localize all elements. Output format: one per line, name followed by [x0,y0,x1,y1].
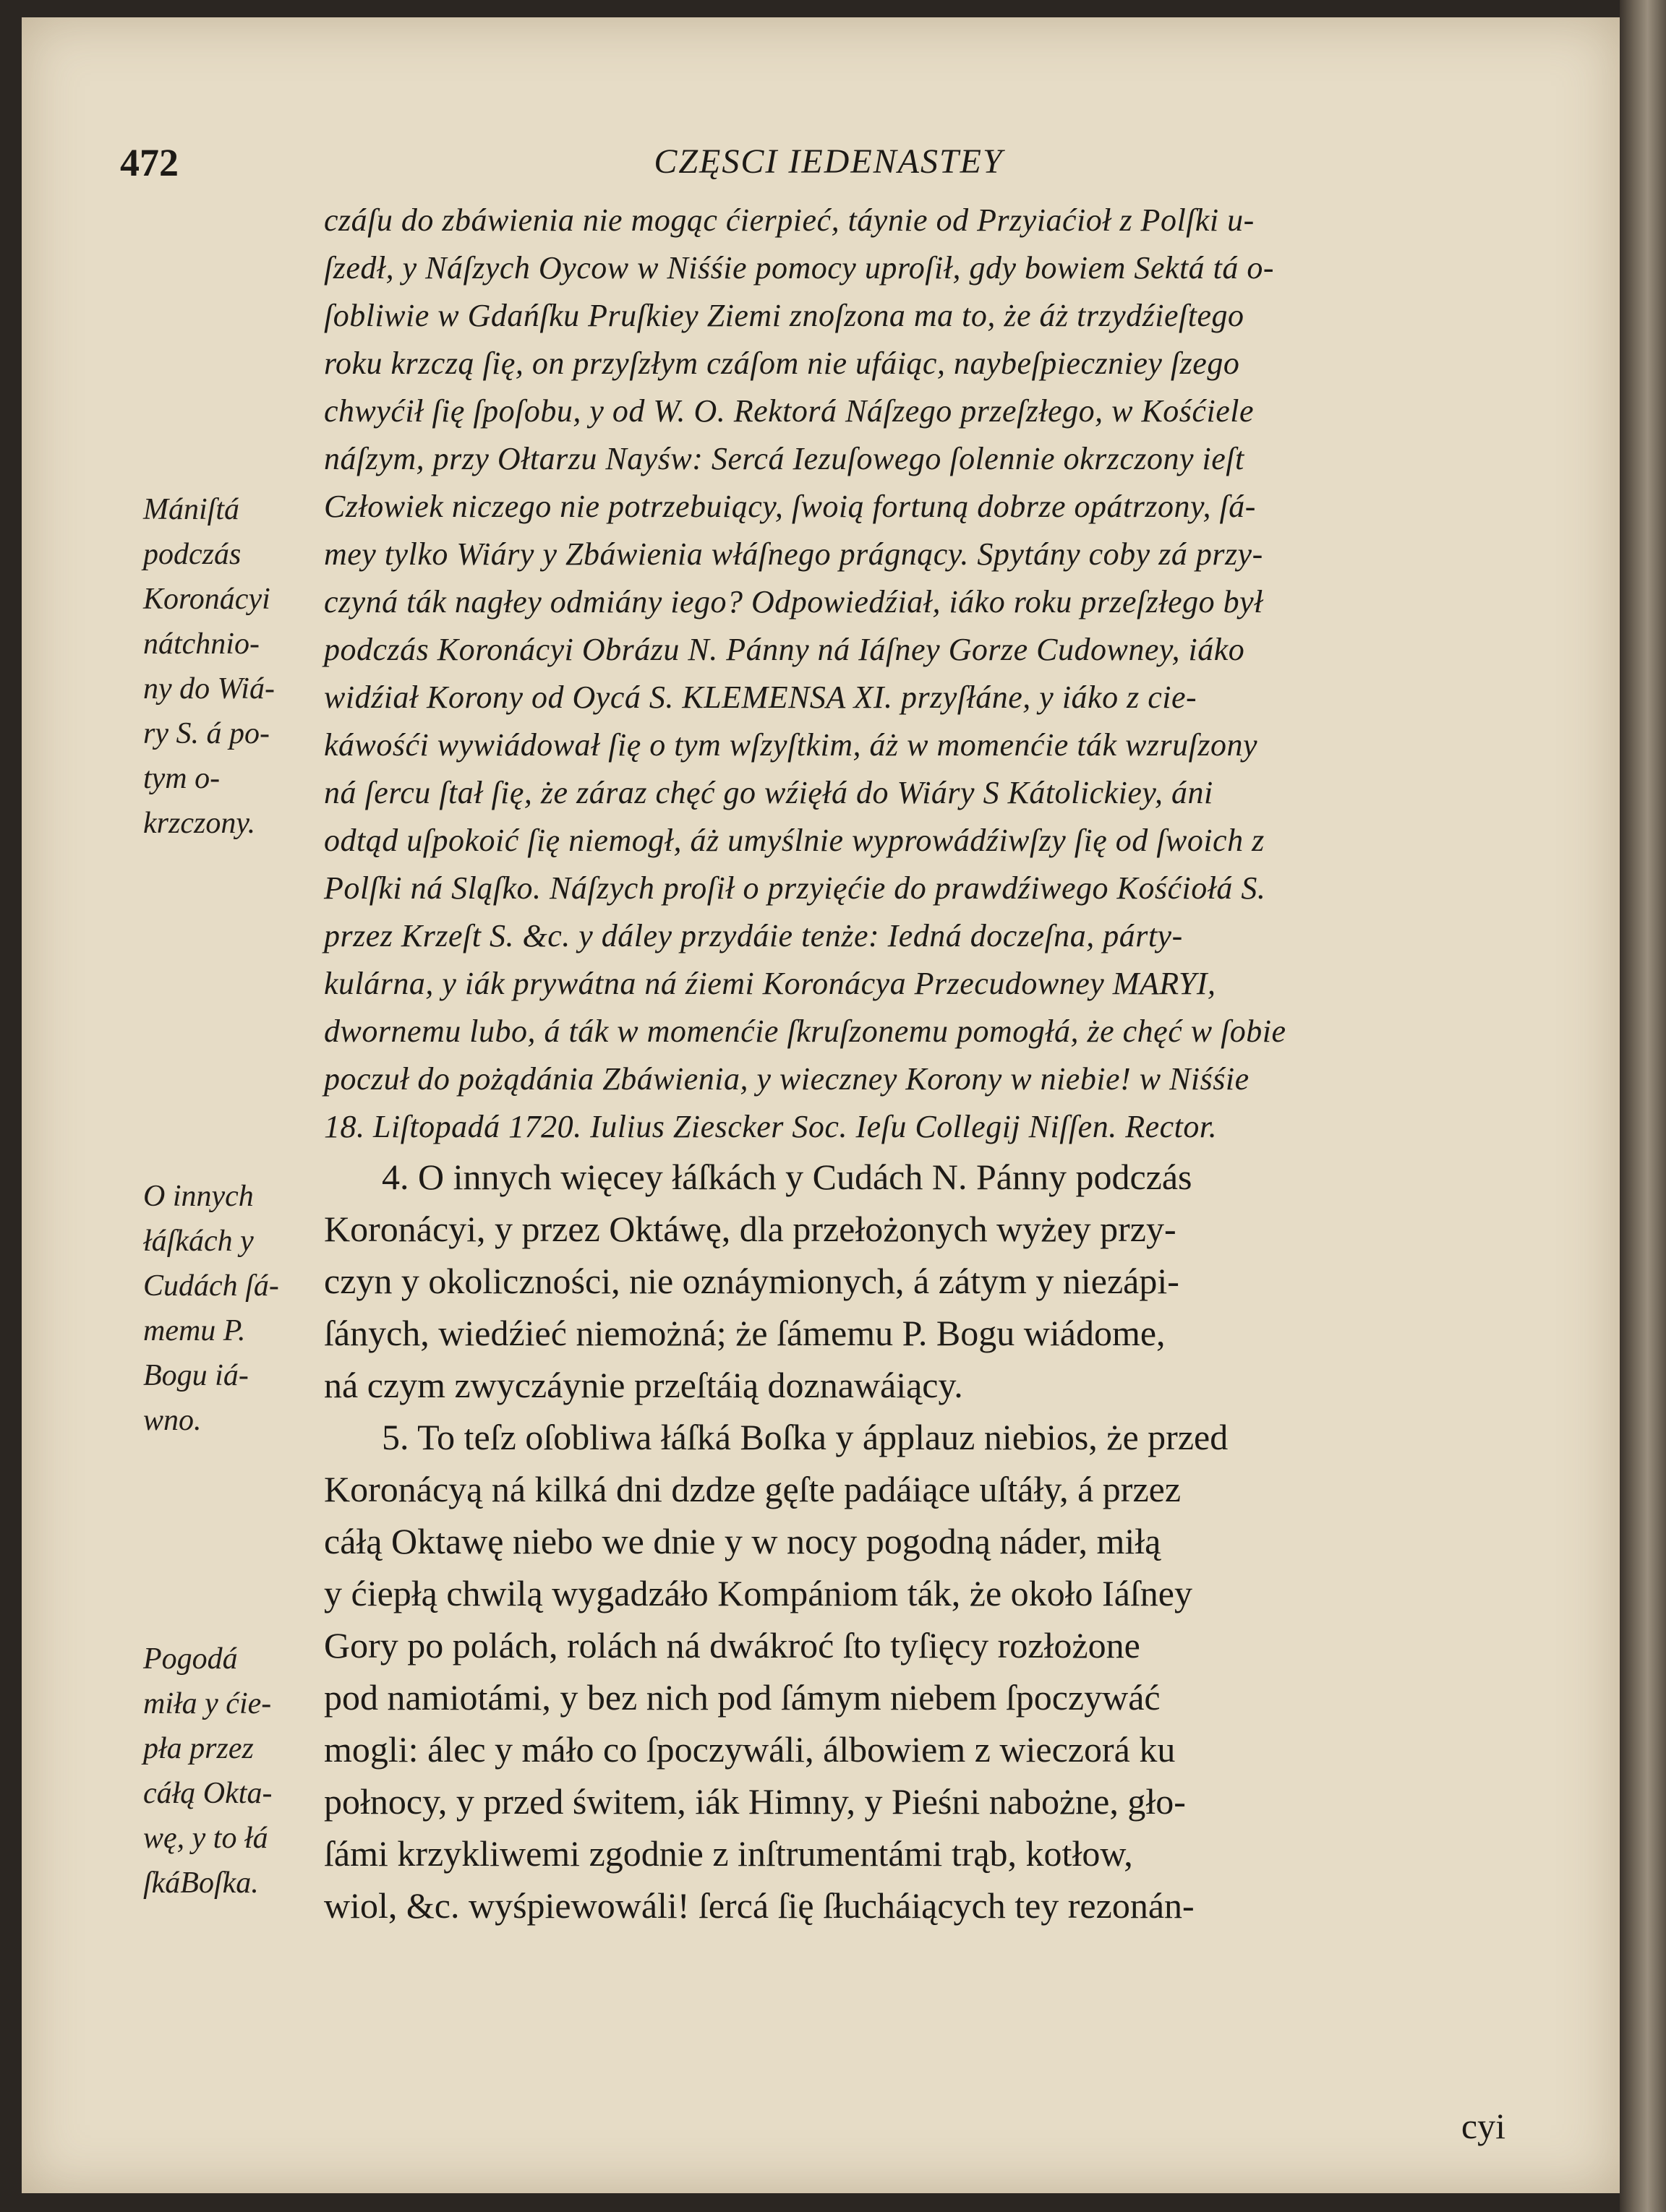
margin-note-baptism [143,487,331,846]
text-line: Koronácyi, y przez Oktáwę, dla przełożonych wyżey przy- [324,1209,1176,1249]
text-line: poczuł do pożądánia Zbáwienia, y wieczney Korony w niebie! w Niśśie [324,1061,1250,1097]
margin-note-line: ny do Wiá- [143,672,275,706]
text-line: náſzym, przy Ołtarzu Nayśw: Sercá Iezuſowego ſolennie okrzczony ieſt [324,441,1244,476]
text-line: wiol, &c. wyśpiewowáli! ſercá ſię ſłucháiących tey rezonán- [324,1885,1195,1926]
text-line: przez Krzeſt S. &c. y dáley przydáie tenże: Iedná doczeſna, párty- [324,918,1183,953]
text-line: cáłą Oktawę niebo we dnie y w nocy pogodną náder, miłą [324,1521,1161,1561]
text-line: czáſu do zbáwienia nie mogąc ćierpieć, táynie od Przyiaćioł z Polſki u- [324,202,1255,238]
text-line: mogli: álec y máło co ſpoczywáli, álbowiem z wieczorá ku [324,1729,1176,1770]
text-line: roku krzczą ſię, on przyſzłym czáſom nie ufáiąc, naybeſpieczniey ſzego [324,346,1240,381]
running-head: CZĘSCI IEDENASTEY [654,142,1004,181]
text-line: czyn y okoliczności, nie oznáymionych, á zátym y niezápi- [324,1261,1179,1301]
margin-note-line: wę, y to łá [143,1822,268,1855]
text-line: widźiał Korony od Oycá S. KLEMENSA XI. przyſłáne, y iáko z cie- [324,680,1197,715]
text-line: odtąd uſpokoić ſię niemogł, áż umyślnie wyprowádźiwſzy ſię od ſwoich z [324,823,1265,858]
margin-note-line: ry S. á po- [143,717,270,750]
text-line: podczás Koronácyi Obrázu N. Pánny ná Iáſney Gorze Cudowney, iáko [324,632,1245,667]
margin-note-line: Koronácyi [143,583,270,616]
margin-note-line: miła y ćie- [143,1687,272,1720]
text-line: kulárna, y iák prywátna ná źiemi Koronácya Przecudowney MARYI, [324,966,1216,1001]
margin-note-line: O innych [143,1180,254,1213]
text-line: ſánych, wiedźieć niemożná; że ſámemu P. Bogu wiádome, [324,1313,1166,1353]
page-number: 472 [120,141,179,184]
margin-note-line: Mániſtá [143,493,239,526]
text-line: połnocy, y przed świtem, iák Himny, y Pieśni nabożne, gło- [324,1781,1186,1822]
text-line: y ćiepłą chwilą wygadzáło Kompániom ták, że około Iáſney [324,1573,1192,1613]
margin-note-line: tym o- [143,762,221,795]
margin-note-line: Bogu iá- [143,1359,249,1392]
margin-note-weather [143,1637,331,1906]
text-line: ſzedł, y Náſzych Oycow w Niśśie pomocy uproſił, gdy bowiem Sektá tá o- [324,250,1275,286]
margin-note-line: wno. [143,1404,202,1437]
text-line: 4. O innych więcey łáſkách y Cudách N. Pánny podczás [382,1157,1192,1197]
text-line: Gory po polách, rolách ná dwákroć ſto tyſięcy rozłożone [324,1625,1140,1666]
margin-note-line: memu P. [143,1314,246,1347]
margin-note-line: podczás [143,538,242,571]
text-line: Polſki ná Sląſko. Náſzych proſił o przyięćie do prawdźiwego Kośćiołá S. [324,870,1266,906]
margin-note-line: krzczony. [143,807,256,840]
book-page [22,17,1620,2193]
margin-note-line: cáłą Okta- [143,1777,273,1810]
page-header [120,140,1537,191]
text-line: 18. Liſtopadá 1720. Iulius Ziescker Soc. Ieſu Collegij Niſſen. Rector. [324,1109,1218,1144]
text-line: ná ſercu ſtał ſię, że záraz chęć go wźięłá do Wiáry S Kátolickiey, áni [324,775,1213,810]
margin-note-graces [143,1174,331,1443]
text-line: chwyćił ſię ſpoſobu, y od W. O. Rektorá Náſzego przeſzłego, w Kośćiele [324,393,1254,429]
text-line: pod namiotámi, y bez nich pod ſámym niebem ſpoczywáć [324,1677,1161,1718]
page-edge [1620,0,1666,2212]
text-line: ná czym zwyczáynie przeſtáią doznawáiący. [324,1365,963,1405]
text-line: dwornemu lubo, á ták w momenćie ſkruſzonemu pomogłá, że chęć w ſobie [324,1013,1286,1049]
catchword: cyi [1461,2106,1505,2146]
margin-note-line: pła przez [143,1732,254,1765]
margin-note-line: Cudách ſá- [143,1269,279,1303]
text-line: 5. To teſz oſobliwa łáſká Boſka y ápplauz niebios, że przed [382,1417,1229,1457]
margin-note-line: ſkáBoſka. [143,1866,259,1900]
text-line: czyná ták nagłey odmiány iego? Odpowiedźiał, iáko roku przeſzłego był [324,584,1263,620]
margin-note-line: Pogodá [143,1642,238,1676]
margin-note-line: łáſkách y [143,1225,254,1258]
margin-note-line: nátchnio- [143,627,260,661]
text-line: ſobliwie w Gdańſku Pruſkiey Ziemi znoſzona ma to, że áż trzydźieſtego [324,298,1244,333]
text-line: ſámi krzykliwemi zgodnie z inſtrumentámi trąb, kotłow, [324,1833,1133,1874]
text-line: mey tylko Wiáry y Zbáwienia włáſnego prágnący. Spytány coby zá przy- [324,536,1263,572]
text-line: káwośći wywiádował ſię o tym wſzyſtkim, áż w momenćie ták wzruſzony [324,727,1258,763]
text-line: Koronácyą ná kilká dni dzdze gęſte padáiące uſtáły, á przez [324,1469,1182,1509]
text-line: Człowiek niczego nie potrzebuiący, ſwoią fortuną dobrze opátrzony, ſá- [324,489,1256,524]
main-text [324,197,1568,1932]
